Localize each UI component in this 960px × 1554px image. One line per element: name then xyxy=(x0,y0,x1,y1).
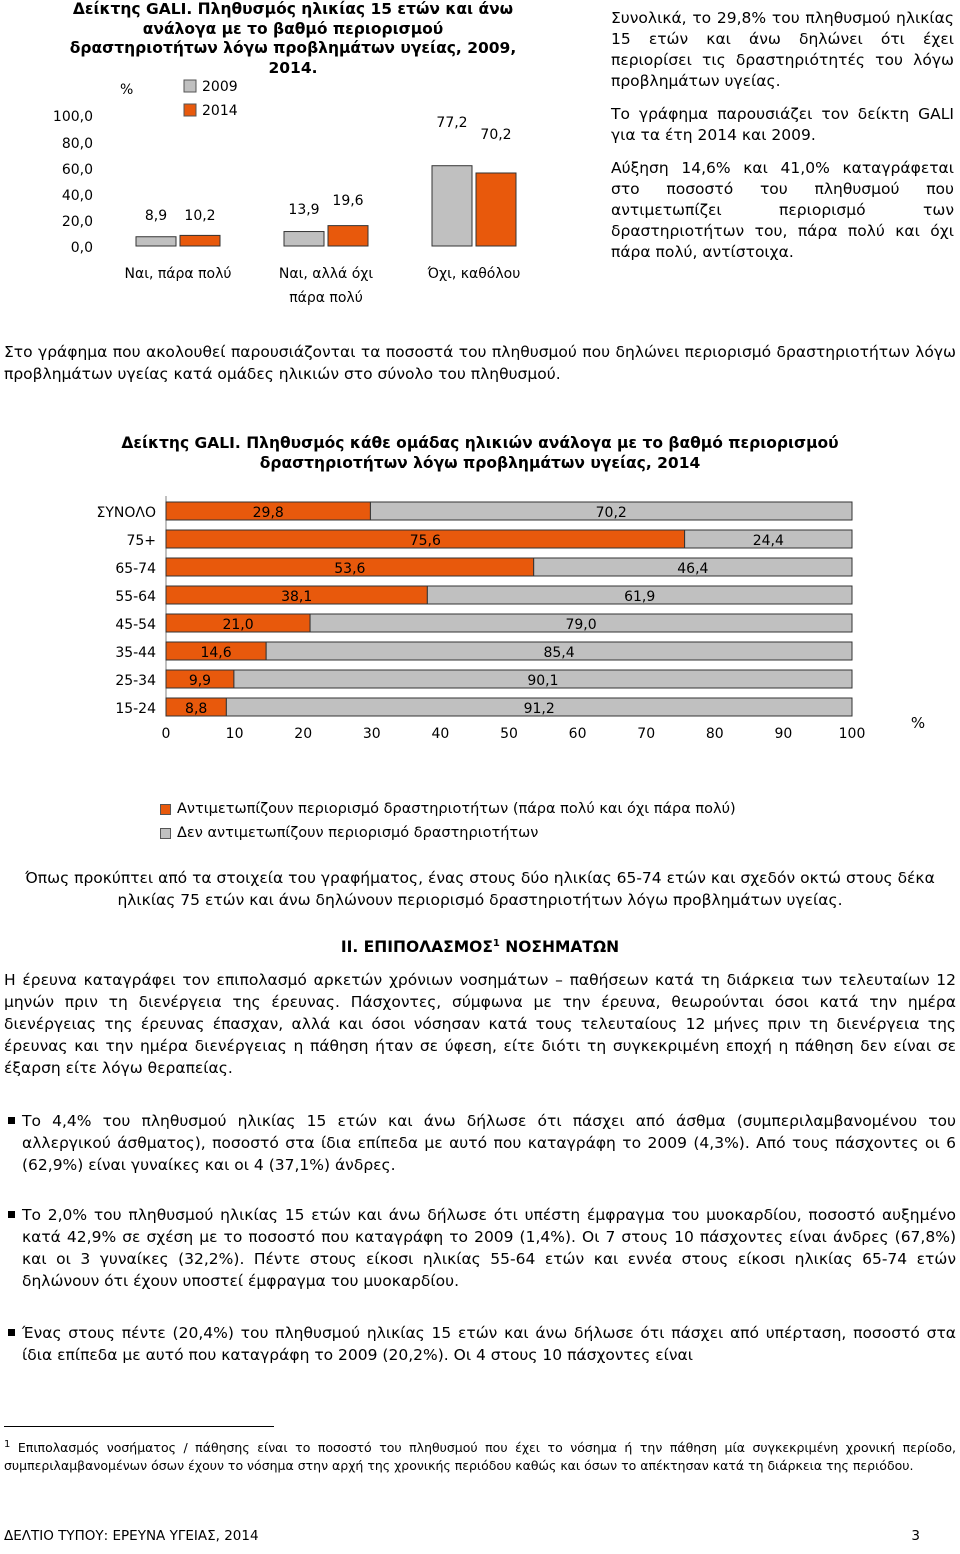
bar-2014-2 xyxy=(476,173,516,246)
legend-limited-label: Αντιμετωπίζουν περιορισμό δραστηριοτήτων (πάρα πολύ και όχι πάρα πολύ) xyxy=(177,801,736,817)
chart1-category-label: Ναι, αλλά όχι xyxy=(278,266,374,282)
footer-title: ΔΕΛΤΙΟ ΤΥΠΟΥ: ΕΡΕΥΝΑ ΥΓΕΙΑΣ, 2014 xyxy=(4,1528,259,1544)
not-limited-value-label: 46,4 xyxy=(677,561,709,577)
chart2-svg xyxy=(0,490,960,790)
x-tick-label: 30 xyxy=(362,726,381,742)
x-tick-label: 100 xyxy=(838,726,866,742)
legend-2009-label: 2009 xyxy=(202,79,238,95)
legend-limited xyxy=(160,797,736,821)
section-paragraph xyxy=(4,969,956,1079)
legend-not-limited-label: Δεν αντιμετωπίζουν περιορισμό δραστηριοτήτων xyxy=(177,825,539,841)
bullet-marker xyxy=(8,1329,15,1336)
x-tick-label: 70 xyxy=(637,726,656,742)
row-label: 65-74 xyxy=(115,561,156,577)
footnote-separator xyxy=(4,1426,274,1427)
x-tick-label: 50 xyxy=(500,726,518,742)
section-heading-text-end: ΝΟΣΗΜΑΤΩΝ xyxy=(499,938,620,957)
chart1-ytick: 40,0 xyxy=(61,188,93,204)
chart2-title-line2: δραστηριοτήτων λόγω προβλημάτων υγείας, 2014 xyxy=(259,454,701,472)
bullet-marker xyxy=(8,1117,15,1124)
not-limited-value-label: 91,2 xyxy=(523,701,555,717)
chart1-value-label: 13,9 xyxy=(288,202,320,218)
section-heading-text: ΙΙ. ΕΠΙΠΟΛΑΣΜΟΣ xyxy=(340,938,493,957)
conclusion-paragraph-text: Όπως προκύπτει από τα στοιχεία του γραφήματος, ένας στους δύο ηλικίας 65-74 ετών και σχεδόν οκτώ στους δέκα ηλικίας 75 ετών και άνω δηλώνουν περιορισμό δραστηριοτήτων λόγω προβλημάτων υγείας. xyxy=(25,869,935,909)
row-label: 55-64 xyxy=(115,589,156,605)
not-limited-value-label: 85,4 xyxy=(543,645,575,661)
chart2-legend xyxy=(160,797,736,845)
conclusion-paragraph xyxy=(4,867,956,911)
chart1-unit: % xyxy=(120,82,134,98)
row-label: 45-54 xyxy=(115,617,156,633)
limited-value-label: 9,9 xyxy=(188,673,212,689)
row-label: 35-44 xyxy=(115,645,156,661)
chart2-row-labels xyxy=(97,505,157,717)
legend-2014-label: 2014 xyxy=(202,103,238,119)
bar-2009-0 xyxy=(136,237,176,246)
page-number: 3 xyxy=(911,1528,920,1544)
x-tick-label: 0 xyxy=(161,726,171,742)
x-tick-label: 80 xyxy=(705,726,724,742)
side-paragraph-2: Το γράφημα παρουσιάζει τον δείκτη GALI για τα έτη 2014 και 2009. xyxy=(611,105,954,144)
limited-value-label: 53,6 xyxy=(334,561,366,577)
intro-paragraph xyxy=(4,341,956,385)
limited-value-label: 21,0 xyxy=(222,617,254,633)
row-label: ΣΥΝΟΛΟ xyxy=(96,505,156,521)
bar-2009-2 xyxy=(432,166,472,246)
bullet-infarction xyxy=(4,1204,956,1292)
limited-value-label: 8,8 xyxy=(185,701,208,717)
limited-value-label: 14,6 xyxy=(200,645,232,661)
legend-not-limited xyxy=(160,821,736,845)
x-tick-label: 60 xyxy=(568,726,587,742)
side-paragraph-1: Συνολικά, το 29,8% του πληθυσμού ηλικίας 15 ετών και άνω δηλώνει ότι έχει περιορίσει τις δραστηριότητές του λόγω προβλημάτων υγείας. xyxy=(611,9,954,90)
side-paragraph-3: Αύξηση 14,6% και 41,0% καταγράφεται στο ποσοστό του πληθυσμού που αντιμετωπίζει περιορισμό των δραστηριοτήτων του, πάρα πολύ και όχι πάρα πολύ, αντίστοιχα. xyxy=(611,159,954,261)
x-tick-label: 90 xyxy=(774,726,793,742)
side-text xyxy=(611,8,954,275)
x-tick-label: 10 xyxy=(225,726,244,742)
legend-2009-swatch xyxy=(184,80,196,92)
not-limited-value-label: 70,2 xyxy=(595,505,627,521)
chart1-bars xyxy=(136,166,516,246)
bullet-text: Το 2,0% του πληθυσμού ηλικίας 15 ετών και άνω δήλωσε ότι υπέστη έμφραγμα του μυοκαρδίου, ποσοστό αυξημένο κατά 42,9% σε σχέση με το ποσοστό που καταγράφη το 2009 (1,4%). Οι 7 στους 10 πάσχοντες είναι άνδρες (67,8%) και οι 3 γυναίκες (32,2%). Πέντε στους είκοσι ηλικίας 55-64 ετών και εννέα στους είκοσι ηλικίας 65-74 ετών δηλώνουν ότι έχουν υποστεί έμφραγμα του μυοκαρδίου. xyxy=(22,1206,956,1290)
chart1-ytick: 80,0 xyxy=(61,136,93,152)
row-label: 75+ xyxy=(126,533,156,549)
chart1-svg xyxy=(0,60,600,320)
bullet-hypertension xyxy=(4,1322,956,1366)
bar-2014-1 xyxy=(328,226,368,246)
bar-2009-1 xyxy=(284,232,324,246)
chart1-value-label: 77,2 xyxy=(436,115,468,131)
chart1-category-label: πάρα πολύ xyxy=(289,290,363,306)
limited-value-label: 75,6 xyxy=(409,533,441,549)
row-label: 25-34 xyxy=(115,673,156,689)
limited-value-label: 29,8 xyxy=(252,505,284,521)
footnote-mark: 1 xyxy=(4,1439,11,1450)
chart2-title-line1: Δείκτης GALI. Πληθυσμός κάθε ομάδας ηλικιών ανάλογα με το βαθμό περιορισμού xyxy=(121,434,839,452)
limited-value-label: 38,1 xyxy=(281,589,313,605)
not-limited-value-label: 90,1 xyxy=(527,673,559,689)
bullet-asthma xyxy=(4,1110,956,1176)
chart2-bars xyxy=(166,502,852,716)
not-limited-value-label: 79,0 xyxy=(565,617,597,633)
chart1-ytick: 0,0 xyxy=(70,240,93,256)
page-footer xyxy=(4,1528,956,1544)
chart2-x-ticks xyxy=(162,726,866,742)
chart1-value-label: 8,9 xyxy=(144,208,168,224)
chart1-title: Δείκτης GALI. Πληθυσμός ηλικίας 15 ετών και άνω ανάλογα με το βαθμό περιορισμού δραστηριοτήτων λόγω προβλημάτων υγείας, 2009, 2014. xyxy=(69,0,517,77)
chart1-category-label: Όχι, καθόλου xyxy=(427,266,521,282)
bullet-text: Ένας στους πέντε (20,4%) του πληθυσμού ηλικίας 15 ετών και άνω δήλωσε ότι πάσχει από υπέρταση, ποσοστό στα ίδια επίπεδα με αυτό που καταγράφη το 2009 (20,2%). Οι 4 στους 10 πάσχοντες είναι xyxy=(22,1324,956,1364)
x-tick-label: 40 xyxy=(431,726,450,742)
legend-2014-swatch xyxy=(184,104,196,116)
legend-limited-swatch xyxy=(160,804,171,815)
chart1-value-label: 70,2 xyxy=(480,127,512,143)
chart1-value-label: 10,2 xyxy=(184,208,216,224)
intro-paragraph-text: Στο γράφημα που ακολουθεί παρουσιάζονται τα ποσοστά του πληθυσμού που δηλώνει περιορισμό δραστηριοτήτων λόγω προβλημάτων υγείας κατά ομάδες ηλικιών στο σύνολο του πληθυσμού. xyxy=(4,343,956,383)
section-heading xyxy=(0,938,960,956)
bar-2014-0 xyxy=(180,235,220,246)
chart2-x-unit: % xyxy=(910,714,926,732)
footnote xyxy=(4,1436,956,1475)
chart1-ytick: 20,0 xyxy=(61,214,93,230)
legend-not-limited-swatch xyxy=(160,828,171,839)
not-limited-value-label: 61,9 xyxy=(624,589,656,605)
chart1-category-label: Ναι, πάρα πολύ xyxy=(124,266,232,282)
chart2-title xyxy=(100,433,860,473)
chart1-ytick: 100,0 xyxy=(52,109,93,125)
bullet-marker xyxy=(8,1211,15,1218)
footnote-text: Επιπολασμός νοσήματος / πάθησης είναι το ποσοστό του πληθυσμού που έχει το νόσημα ή την πάθηση μία συγκεκριμένη χρονική περίοδο, συμπεριλαμβανομένων όσων έχουν το νόσημα στην αρχή της χρονικής περιόδου καθώς και όσων το απέκτησαν κατά τη διάρκεια της περιόδου. xyxy=(4,1440,956,1474)
chart1-value-label: 19,6 xyxy=(332,193,364,209)
footnote-ref: 1 xyxy=(492,938,500,949)
section-paragraph-text: Η έρευνα καταγράφει τον επιπολασμό αρκετών χρόνιων νοσημάτων – παθήσεων κατά τη διάρκεια των τελευταίων 12 μηνών πριν τη διενέργεια της έρευνας. Πάσχοντες, σύμφωνα με την έρευνα, θεωρούνται όσοι κατά την ημέρα διενέργειας της έρευνας έπασχαν, αλλά και όσοι νόσησαν κατά τους τελευταίους 12 μήνες πριν τη διενέργεια της έρευνας και την ημέρα διενέργειας η πάθηση ήταν σε ύφεση, είτε διότι τη συγκεκριμένη εποχή η πάθηση δεν είναι σε έξαρση είτε λόγω θεραπείας. xyxy=(4,971,956,1077)
bullet-text: Το 4,4% του πληθυσμού ηλικίας 15 ετών και άνω δήλωσε ότι πάσχει από άσθμα (συμπεριλαμβανομένου του αλλεργικού άσθματος), ποσοστό στα ίδια επίπεδα με αυτό που καταγράφη το 2009 (4,3%). Από τους πάσχοντες οι 6 (62,9%) είναι γυναίκες και οι 4 (37,1%) άνδρες. xyxy=(22,1112,956,1174)
not-limited-value-label: 24,4 xyxy=(752,533,784,549)
x-tick-label: 20 xyxy=(294,726,313,742)
row-label: 15-24 xyxy=(115,701,156,717)
chart1-ytick: 60,0 xyxy=(61,162,93,178)
